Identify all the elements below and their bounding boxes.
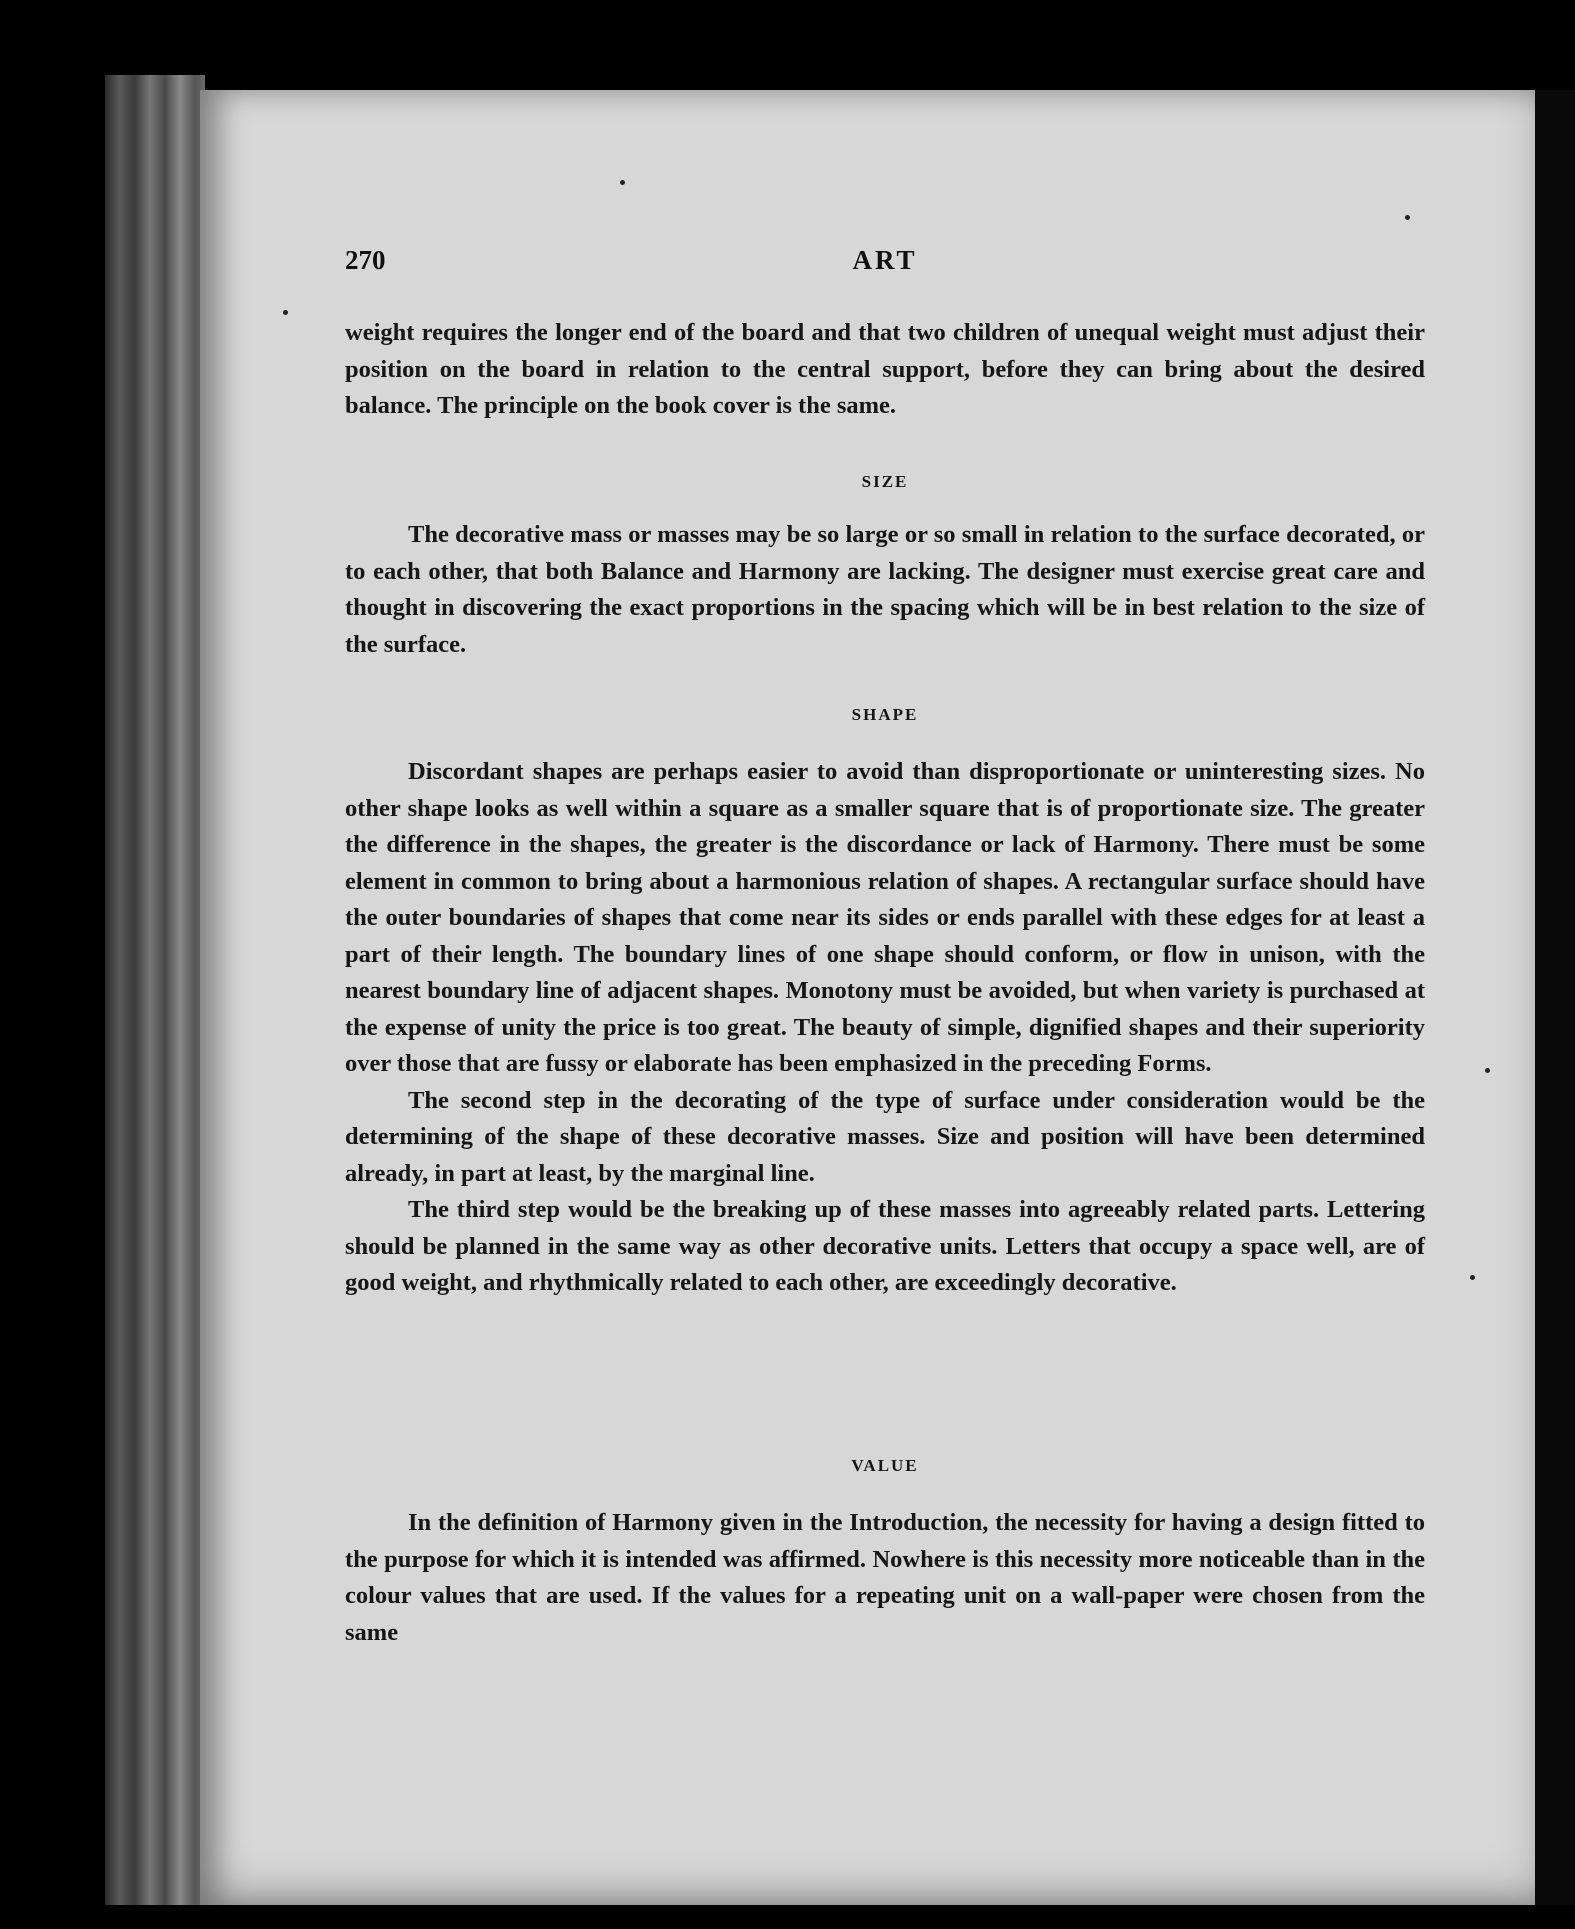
book-spine-edge [105, 75, 205, 1905]
opening-paragraph-block [345, 315, 1425, 425]
shape-section-text [345, 754, 1425, 1302]
print-speck [1470, 1275, 1475, 1280]
size-section-text [345, 517, 1425, 663]
page-header [345, 245, 1425, 285]
opening-paragraph: weight requires the longer end of the board and that two children of unequal weight must adjust their position on the board in relation to the central support, before they can bring about the desired balance. The principle on the book cover is the same. [345, 319, 1425, 419]
print-speck [1405, 215, 1410, 220]
section-heading-size: SIZE [861, 472, 909, 491]
paragraph: Discordant shapes are perhaps easier to avoid than disproportionate or uninteresting sizes. No other shape looks as well within a square as a smaller square that is of proportionate size. The greater the difference in the shapes, the greater is the discordance or lack of Harmony. There must be some element in common to bring about a harmonious relation of shapes. A rectangular surface should have the outer boundaries of shapes that come near its sides or ends parallel with these edges for at least a part of their length. The boundary lines of one shape should conform, or flow in unison, with the nearest boundary line of adjacent shapes. Monotony must be avoided, but when variety is purchased at the expense of unity the price is too great. The beauty of simple, dignified shapes and their superiority over those that are fussy or elaborate has been emphasized in the preceding Forms. [345, 758, 1425, 1077]
print-speck [620, 180, 625, 185]
section-heading-shape: SHAPE [851, 705, 919, 724]
section-heading-value: VALUE [851, 1456, 919, 1475]
paragraph: In the definition of Harmony given in the Introduction, the necessity for having a design fitted to the purpose for which it is intended was affirmed. Nowhere is this necessity more noticeable than in the colour values that are used. If the values for a repeating unit on a wall-paper were chosen from the same [345, 1509, 1425, 1646]
running-title: ART [852, 245, 918, 275]
print-speck [283, 310, 288, 315]
page-number: 270 [345, 245, 386, 275]
paragraph: The decorative mass or masses may be so large or so small in relation to the surface decorated, or to each other, that both Balance and Harmony are lacking. The designer must exercise great care and thought in discovering the exact proportions in the spacing which will be in best relation to the size of the surface. [345, 521, 1425, 658]
paragraph: The second step in the decorating of the type of surface under consideration would be the determining of the shape of these decorative masses. Size and position will have been determined already, in part at least, by the marginal line. [345, 1086, 1425, 1187]
print-speck [1485, 1068, 1490, 1073]
paragraph: The third step would be the breaking up of these masses into agreeably related parts. Lettering should be planned in the same way as other decorative units. Letters that occupy a space well, are of good weight, and rhythmically related to each other, are exceedingly decorative. [345, 1196, 1425, 1296]
value-section-text [345, 1505, 1425, 1651]
facing-page-edge [1535, 90, 1575, 1905]
